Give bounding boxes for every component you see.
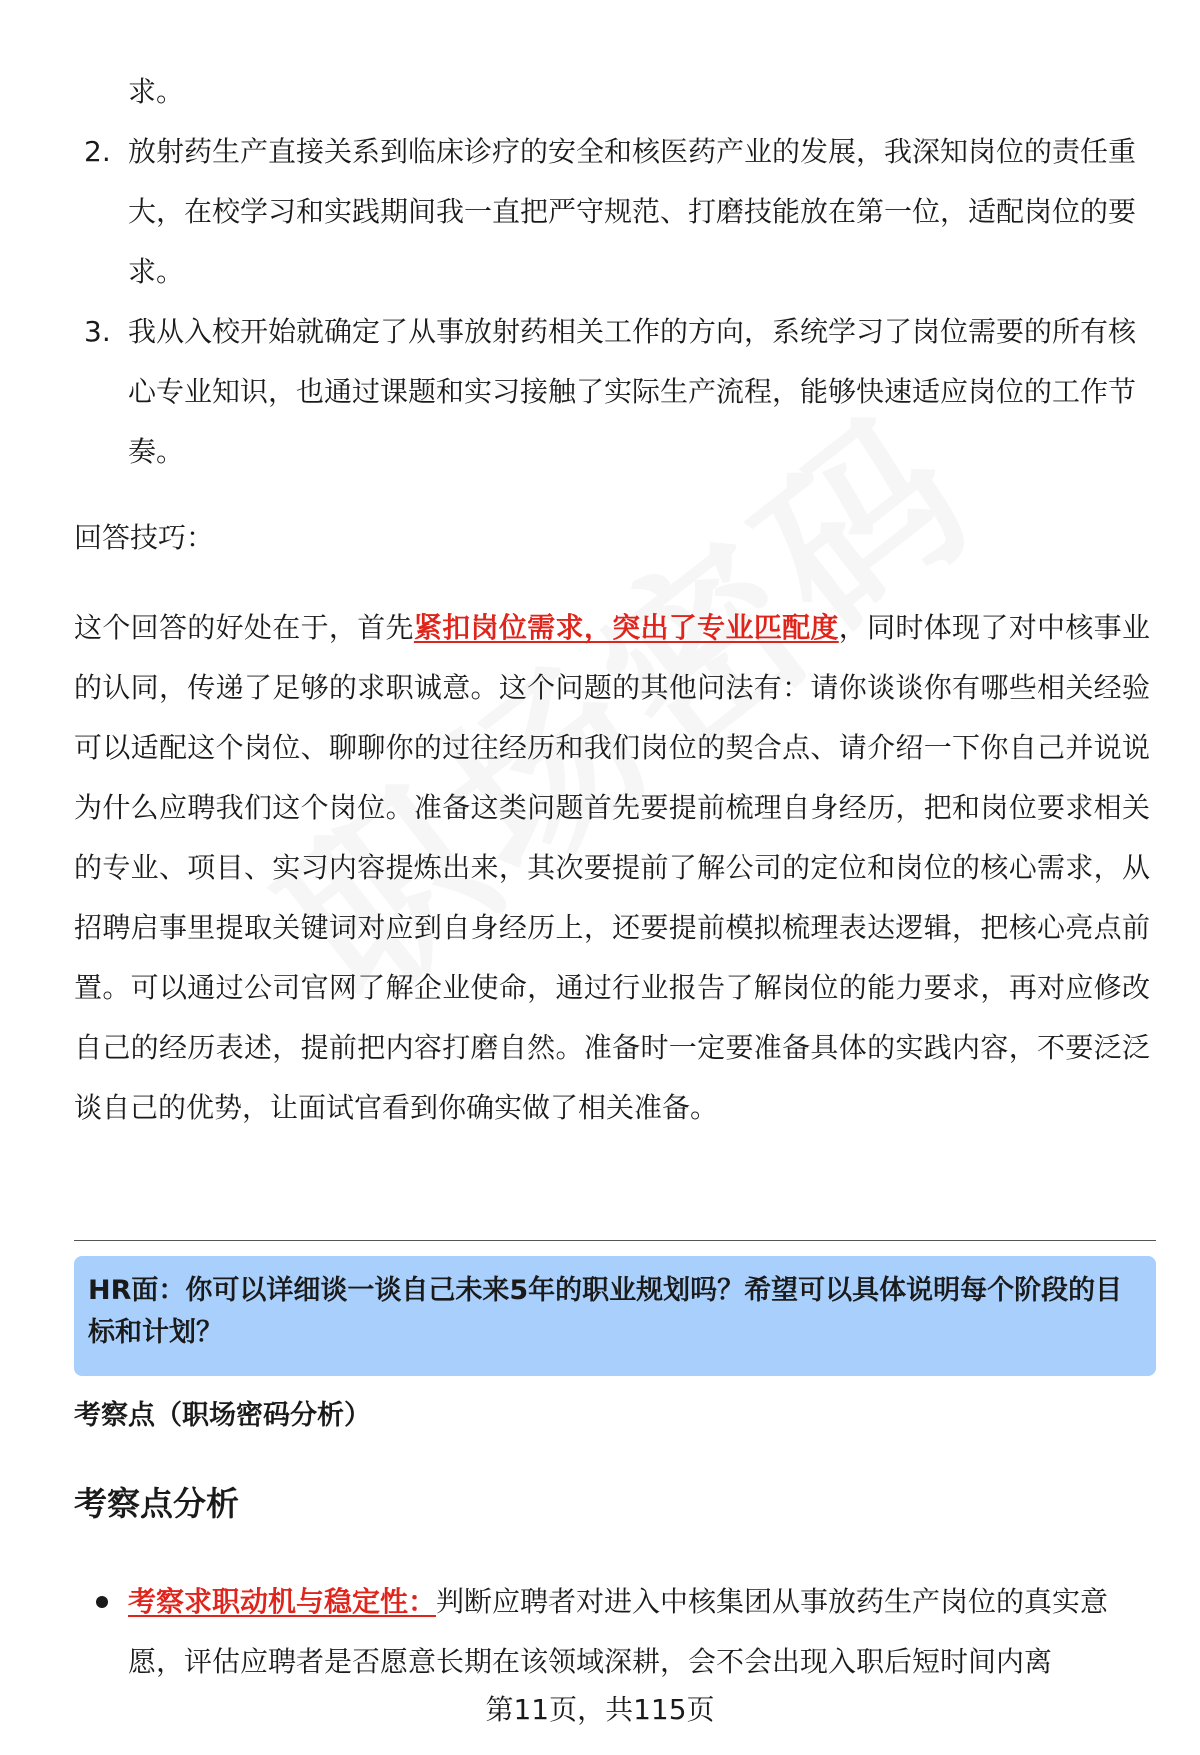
section-divider <box>74 1240 1156 1241</box>
list-item-number: 3. <box>84 315 111 348</box>
sub-heading: 考察点（职场密码分析） <box>74 1400 371 1431</box>
list-item-number: 2. <box>84 135 111 168</box>
bullet-list <box>96 1572 1150 1692</box>
continued-text: 求。 <box>128 75 185 108</box>
list-item-text: 我从入校开始就确定了从事放射药相关工作的方向，系统学习了岗位需要的所有核心专业知识，也通过课题和实习接触了实际生产流程，能够快速适应岗位的工作节奏。 <box>128 315 1137 468</box>
section-heading: 考察点分析 <box>74 1484 239 1523</box>
tips-label: 回答技巧： <box>74 521 215 554</box>
list-item <box>84 302 1150 482</box>
bullet-highlight: 考察求职动机与稳定性： <box>128 1585 437 1618</box>
ordered-list <box>84 122 1150 482</box>
tips-highlight: 紧扣岗位需求，突出了专业匹配度 <box>413 611 839 644</box>
page-footer: 第11页，共115页 <box>485 1693 715 1726</box>
bullet-text: 判断应聘者对进入中核集团从事放药生产岗位的真实意愿，评估应聘者是否愿意长期在该领域深耕，会不会出现入职后短时间内离 <box>128 1585 1109 1678</box>
bullet-icon <box>96 1596 108 1608</box>
tips-rest: ，同时体现了对中核事业的认同，传递了足够的求职诚意。这个问题的其他问法有：请你谈谈你有哪些相关经验可以适配这个岗位、聊聊你的过往经历和我们岗位的契合点、请介绍一下你自己并说说为什么应聘我们这个岗位。准备这类问题首先要提前梳理自身经历，把和岗位要求相关的专业、项目、实习内容提炼出来，其次要提前了解公司的定位和岗位的核心需求，从招聘启事里提取关键词对应到自身经历上，还要提前模拟梳理表达逻辑，把核心亮点前置。可以通过公司官网了解企业使命，通过行业报告了解岗位的能力要求，再对应修改自己的经历表述，提前把内容打磨自然。准备时一定要准备具体的实践内容，不要泛泛谈自己的优势，让面试官看到你确实做了相关准备。 <box>74 611 1150 1124</box>
question-text: HR面：你可以详细谈一谈自己未来5年的职业规划吗？希望可以具体说明每个阶段的目标和计划？ <box>88 1275 1123 1348</box>
question-box <box>74 1256 1156 1376</box>
tips-intro: 这个回答的好处在于，首先 <box>74 611 414 644</box>
tips-paragraph <box>74 598 1150 1138</box>
list-item-text: 放射药生产直接关系到临床诊疗的安全和核医药产业的发展，我深知岗位的责任重大，在校学习和实践期间我一直把严守规范、打磨技能放在第一位，适配岗位的要求。 <box>128 135 1137 288</box>
list-item <box>84 122 1150 302</box>
list-item <box>96 1572 1150 1692</box>
